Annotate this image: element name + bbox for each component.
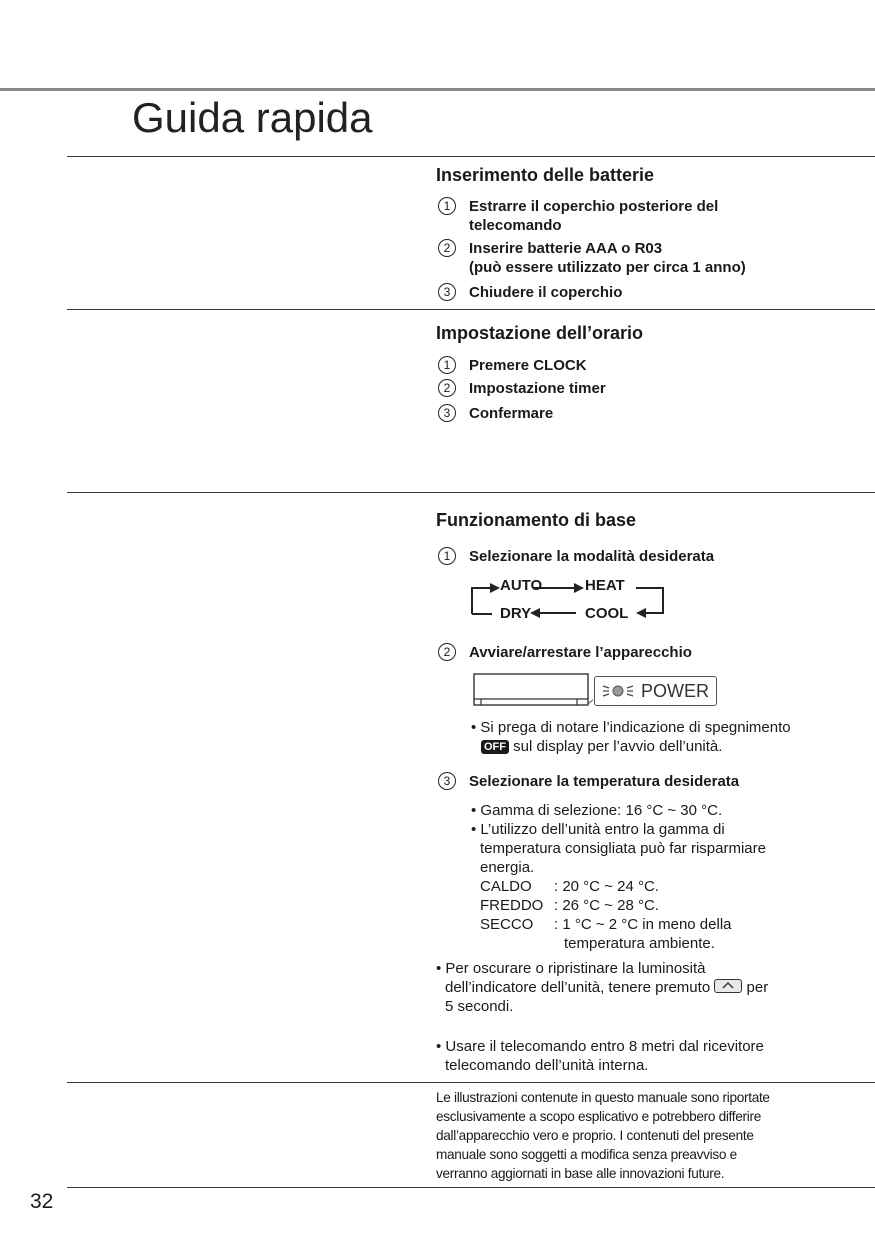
disclaimer-line: dall’apparecchio vero e proprio. I contenuti del presente bbox=[436, 1128, 754, 1143]
step-text: Impostazione timer bbox=[469, 380, 606, 397]
dim-note-text: per bbox=[746, 979, 769, 996]
dim-note-text: 5 secondi. bbox=[445, 998, 514, 1015]
step-text: Selezionare la modalità desiderata bbox=[469, 548, 715, 565]
temp-value: : 26 °C ~ 28 °C. bbox=[554, 897, 659, 914]
disclaimer-line: manuale sono soggetti a modifica senza preavviso e bbox=[436, 1147, 737, 1162]
distance-note-text: Usare il telecomando entro 8 metri dal ricevitore bbox=[445, 1038, 764, 1055]
off-note-text: sul display per l’avvio dell’unità. bbox=[513, 738, 723, 755]
recommend-text: energia. bbox=[480, 859, 535, 876]
step-number: 3 bbox=[438, 283, 456, 301]
step-number: 2 bbox=[438, 643, 456, 661]
top-rule bbox=[0, 88, 875, 91]
batteries-heading: Inserimento delle batterie bbox=[436, 165, 655, 185]
mode-heat: HEAT bbox=[585, 577, 625, 594]
off-note: • Si prega di notare l’indicazione di spegnimento OFF sul display per l’avvio dell’unità. bbox=[471, 719, 791, 755]
range-text: Gamma di selezione: 16 °C ~ 30 °C. bbox=[480, 802, 723, 819]
step-text: Confermare bbox=[469, 405, 554, 422]
mode-cycle-diagram bbox=[466, 574, 671, 626]
temp-value: : 1 °C ~ 2 °C in meno della bbox=[554, 916, 732, 933]
step-text: telecomando bbox=[469, 217, 562, 234]
step-text: Avviare/arrestare l’apparecchio bbox=[469, 644, 692, 661]
clock-heading: Impostazione dell’orario bbox=[436, 323, 644, 343]
section-divider bbox=[67, 1082, 875, 1083]
step-number: 2 bbox=[438, 379, 456, 397]
dim-note-text: Per oscurare o ripristinare la luminosità bbox=[445, 960, 706, 977]
mode-dry: DRY bbox=[500, 605, 532, 622]
distance-note-text: telecomando dell’unità interna. bbox=[445, 1057, 649, 1074]
mode-cool: COOL bbox=[585, 605, 629, 622]
step-text: Premere CLOCK bbox=[469, 357, 587, 374]
mode-auto: AUTO bbox=[500, 577, 543, 594]
section-divider bbox=[67, 309, 875, 310]
page-title: Guida rapida bbox=[132, 94, 373, 141]
temp-label: SECCO bbox=[480, 916, 534, 933]
step-number: 3 bbox=[438, 404, 456, 422]
temp-value: temperatura ambiente. bbox=[564, 935, 715, 952]
step-number: 2 bbox=[438, 239, 456, 257]
step-text: Chiudere il coperchio bbox=[469, 284, 623, 301]
temperature-notes: • Gamma di selezione: 16 °C ~ 30 °C. • L’utilizzo dell’unità entro la gamma di temperatura consigliata può far risparmiare energia. CALDO : 20 °C ~ 24 °C. FREDDO : 26 °C ~ 28 °C. SECCO : 1 °C ~ 2 °C in meno della temperatura ambiente. bbox=[471, 802, 766, 952]
power-indicator bbox=[594, 676, 717, 706]
dim-note-text: dell’indicatore dell’unità, tenere premuto bbox=[445, 979, 711, 996]
disclaimer-line: Le illustrazioni contenute in questo manuale sono riportate bbox=[436, 1090, 770, 1105]
disclaimer bbox=[436, 1088, 856, 1183]
step-number: 1 bbox=[438, 356, 456, 374]
step-number: 3 bbox=[438, 772, 456, 790]
step-text: Inserire batterie AAA o R03 bbox=[469, 240, 663, 257]
step-text: Selezionare la temperatura desiderata bbox=[469, 773, 740, 790]
recommend-text: L’utilizzo dell’unità entro la gamma di bbox=[480, 821, 725, 838]
up-button-icon bbox=[714, 979, 742, 993]
temp-label: CALDO bbox=[480, 878, 532, 895]
temp-label: FREDDO bbox=[480, 897, 544, 914]
off-badge: OFF bbox=[481, 740, 509, 754]
basic-heading: Funzionamento di base bbox=[436, 510, 637, 530]
step-text: Estrarre il coperchio posteriore del bbox=[469, 198, 719, 215]
power-label: POWER bbox=[641, 681, 710, 701]
indoor-unit-illustration bbox=[473, 673, 593, 709]
distance-note: • Usare il telecomando entro 8 metri dal ricevitore telecomando dell’unità interna. bbox=[436, 1038, 764, 1074]
section-divider bbox=[67, 492, 875, 493]
off-note-text: Si prega di notare l’indicazione di spegnimento bbox=[480, 719, 791, 736]
dim-note: • Per oscurare o ripristinare la luminosità dell’indicatore dell’unità, tenere premuto per 5 secondi. bbox=[436, 960, 769, 1015]
recommend-text: temperatura consigliata può far risparmiare bbox=[480, 840, 766, 857]
step-number: 1 bbox=[438, 197, 456, 215]
page-number: 32 bbox=[30, 1190, 54, 1213]
step-text: (può essere utilizzato per circa 1 anno) bbox=[469, 259, 746, 276]
disclaimer-line: esclusivamente a scopo esplicativo e potrebbero differire bbox=[436, 1109, 761, 1124]
disclaimer-line: verranno aggiornati in base alle innovazioni future. bbox=[436, 1166, 725, 1181]
step-number: 1 bbox=[438, 547, 456, 565]
power-lamp-icon bbox=[601, 682, 637, 700]
temp-value: : 20 °C ~ 24 °C. bbox=[554, 878, 659, 895]
section-divider bbox=[67, 1187, 875, 1188]
section-divider bbox=[67, 156, 875, 157]
